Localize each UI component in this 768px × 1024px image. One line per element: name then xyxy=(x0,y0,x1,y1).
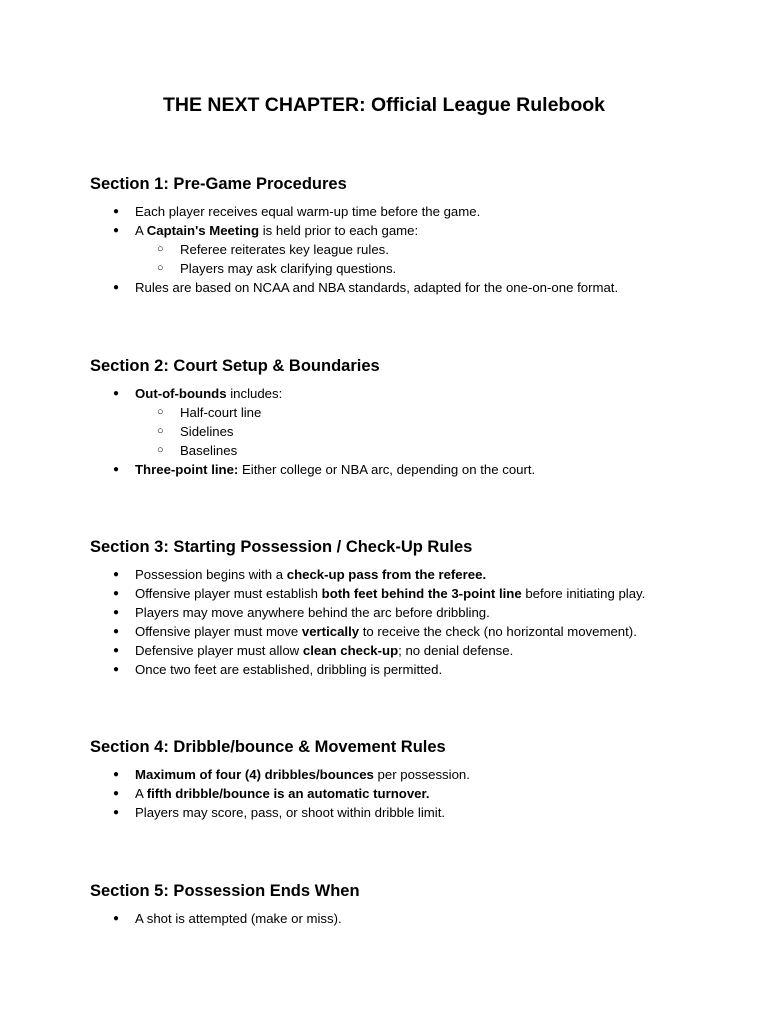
list-item xyxy=(90,584,708,603)
sub-bullet-icon: ○ xyxy=(157,406,164,418)
list-item xyxy=(90,278,708,297)
list-item-text: Either college or NBA arc, depending on the court. xyxy=(238,462,536,477)
section-heading: Section 4: Dribble/bounce & Movement Rules xyxy=(90,738,446,756)
bullet-icon: ● xyxy=(113,788,120,799)
list-item-bold-text: clean check-up xyxy=(302,643,399,658)
section-heading: Section 3: Starting Possession / Check-Up Rules xyxy=(90,538,473,556)
sub-list-item-text: Sidelines xyxy=(180,424,234,439)
list-item-text: Once two feet are established, dribbling is permitted. xyxy=(135,662,443,677)
list-item-text: A shot is attempted (make or miss). xyxy=(135,911,342,926)
sub-list-item-text: Referee reiterates key league rules. xyxy=(180,242,389,257)
section-heading: Section 2: Court Setup & Boundaries xyxy=(90,357,380,375)
list-item xyxy=(90,765,708,784)
list-item-text: Rules are based on NCAA and NBA standards, adapted for the one-on-one format. xyxy=(135,280,619,295)
list-item-text: A xyxy=(135,223,147,238)
list-item xyxy=(90,803,708,822)
sub-bullet-list xyxy=(135,240,708,278)
bullet-icon: ● xyxy=(113,807,120,818)
section-pre-game-procedures xyxy=(90,174,708,297)
bullet-icon: ● xyxy=(113,388,120,399)
list-item-text: Offensive player must move xyxy=(135,624,302,639)
list-item-bold-text: Captain's Meeting xyxy=(146,223,260,238)
sub-list-item xyxy=(135,403,708,422)
list-item-text: is held prior to each game: xyxy=(259,223,419,238)
bullet-icon: ● xyxy=(113,769,120,780)
bullet-list xyxy=(90,909,708,928)
list-item xyxy=(90,565,708,584)
list-item-text: Each player receives equal warm-up time before the game. xyxy=(135,204,481,219)
list-item-bold-text: fifth dribble/bounce is an automatic turnover. xyxy=(146,786,430,801)
list-item xyxy=(90,603,708,622)
list-item-text: Offensive player must establish xyxy=(135,586,322,601)
list-item-text: per possession. xyxy=(373,767,470,782)
sub-bullet-icon: ○ xyxy=(157,243,164,255)
sub-list-item xyxy=(135,240,708,259)
section-dribble-rules xyxy=(90,737,708,822)
bullet-icon: ● xyxy=(113,282,120,293)
list-item-text: A xyxy=(135,786,147,801)
list-item-text: Defensive player must allow xyxy=(135,643,303,658)
list-item-bold-text: both feet behind the 3-point line xyxy=(321,586,522,601)
sub-list-item-text: Baselines xyxy=(180,443,238,458)
sub-list-item-text: Players may ask clarifying questions. xyxy=(180,261,397,276)
bullet-icon: ● xyxy=(113,206,120,217)
bullet-icon: ● xyxy=(113,569,120,580)
list-item-text: Players may score, pass, or shoot within dribble limit. xyxy=(135,805,446,820)
list-item-bold-text: vertically xyxy=(301,624,360,639)
list-item-bold-text: Maximum of four (4) dribbles/bounces xyxy=(135,767,374,782)
bullet-list xyxy=(90,202,708,297)
bullet-icon: ● xyxy=(113,664,120,675)
bullet-icon: ● xyxy=(113,225,120,236)
bullet-icon: ● xyxy=(113,645,120,656)
bullet-icon: ● xyxy=(113,607,120,618)
sub-bullet-icon: ○ xyxy=(157,425,164,437)
list-item xyxy=(90,384,708,460)
section-starting-possession xyxy=(90,537,708,679)
sub-list-item xyxy=(135,422,708,441)
list-item-text: Possession begins with a xyxy=(135,567,287,582)
section-heading: Section 5: Possession Ends When xyxy=(90,882,360,900)
sub-bullet-icon: ○ xyxy=(157,262,164,274)
sub-list-item-text: Half-court line xyxy=(180,405,262,420)
list-item xyxy=(90,221,708,278)
list-item xyxy=(90,784,708,803)
list-item xyxy=(90,909,708,928)
sub-bullet-icon: ○ xyxy=(157,444,164,456)
list-item-bold-text: check-up pass from the referee. xyxy=(286,567,487,582)
bullet-list xyxy=(90,765,708,822)
bullet-icon: ● xyxy=(113,913,120,924)
list-item-text: before initiating play. xyxy=(521,586,646,601)
list-item-text: to receive the check (no horizontal movement). xyxy=(359,624,637,639)
document-title: THE NEXT CHAPTER: Official League Rulebook xyxy=(162,94,606,116)
list-item-bold-text: Out-of-bounds xyxy=(135,386,227,401)
list-item-text: includes: xyxy=(226,386,283,401)
list-item-text: ; no denial defense. xyxy=(398,643,514,658)
list-item xyxy=(90,202,708,221)
sub-bullet-list xyxy=(135,403,708,460)
bullet-list xyxy=(90,384,708,479)
bullet-list xyxy=(90,565,708,679)
sub-list-item xyxy=(135,259,708,278)
section-possession-ends xyxy=(90,881,708,928)
list-item xyxy=(90,660,708,679)
sub-list-item xyxy=(135,441,708,460)
bullet-icon: ● xyxy=(113,588,120,599)
list-item xyxy=(90,641,708,660)
list-item xyxy=(90,622,708,641)
list-item-bold-text: Three-point line: xyxy=(135,462,239,477)
bullet-icon: ● xyxy=(113,464,120,475)
list-item xyxy=(90,460,708,479)
section-heading: Section 1: Pre-Game Procedures xyxy=(90,175,347,193)
list-item-text: Players may move anywhere behind the arc before dribbling. xyxy=(135,605,490,620)
bullet-icon: ● xyxy=(113,626,120,637)
section-court-setup xyxy=(90,356,708,479)
